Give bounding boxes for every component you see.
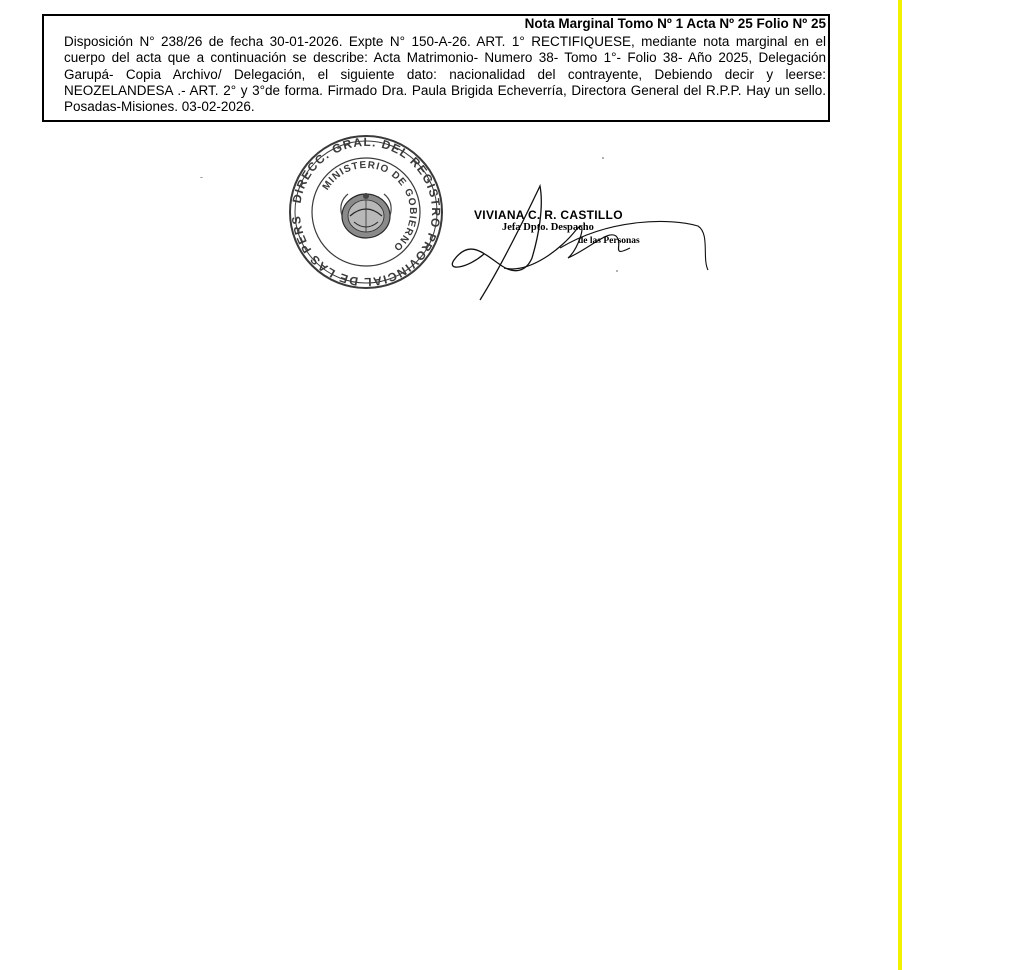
scan-speck xyxy=(616,270,618,272)
stamp-seal-icon xyxy=(276,132,456,292)
signer-office: de las Personas xyxy=(578,236,640,246)
marginal-note-header: Nota Marginal Tomo Nº 1 Acta Nº 25 Folio Nº 25 xyxy=(524,16,826,31)
signer-role: Jefa Dpto. Despacho xyxy=(502,222,594,233)
scan-speck xyxy=(200,177,203,178)
marginal-note-box xyxy=(42,14,830,122)
coat-of-arms-icon xyxy=(341,193,391,238)
signer-name: VIVIANA C. R. CASTILLO xyxy=(474,208,623,222)
marginal-note-body: Disposición N° 238/26 de fecha 30-01-2026. Expte N° 150-A-26. ART. 1° RECTIFIQUESE, mediante nota marginal en el cuerpo del acta que a continuación se describe: Acta Matrimonio- Numero 38- Tomo 1°- Folio 38- Año 2025, Delegación Garupá- Copia Archivo/ Delegación, el siguiente dato: nacionalidad del contrayente, Debiendo decir y leerse: NEOZELANDESA .- ART. 2° y 3°de forma. Firmado Dra. Paula Brigida Echeverría, Directora General del R.P.P. Hay un sello. Posadas-Misiones. 03-02-2026. xyxy=(64,34,826,115)
stamp-outer-text: DIRECC. GRAL. DEL REGISTRO PROVINCIAL DE LAS PERS xyxy=(288,134,444,290)
stamp-inner-text: MINISTERIO DE GOBIERNO xyxy=(320,159,419,254)
scan-speck xyxy=(602,157,604,159)
official-stamp xyxy=(276,132,456,292)
margin-line xyxy=(898,0,902,970)
